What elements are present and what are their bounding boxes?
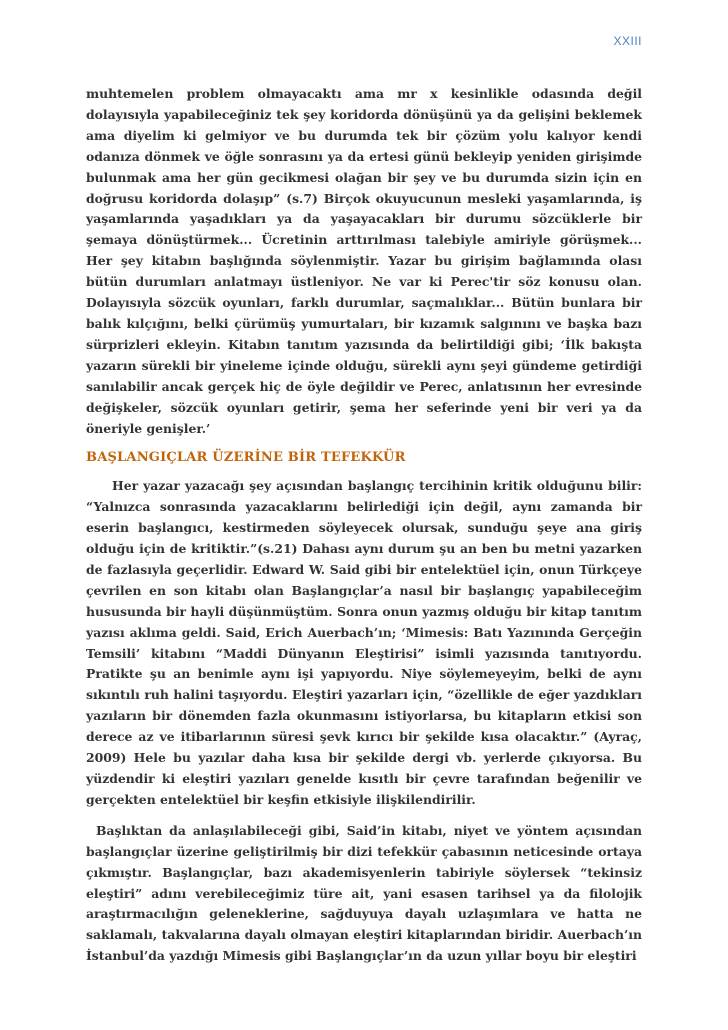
page-body: [86, 84, 642, 967]
paragraph-1: muhtemelen problem olmayacaktı ama mr x kesinlikle odasında değil dolayısıyla yapabileceğiniz tek şey koridorda dönüşünü ya da gelişini beklemek ama diyelim ki gelmiyor ve bu durumda tek bir çözüm yolu kalıyor kendi odanıza dönmek ve öğle sonrasını ya da ertesi günü bekleyip yeniden girişimde bulunmak ama her gün gecikmesi olağan bir şey ve bu durumda sizin için en doğrusu koridorda dolaşıp” (s.7) Birçok okuyucunun mesleki yaşamlarında, iş yaşamlarında yaşadıkları ya da yaşayacakları bir durumu sözcüklerle bir şemaya dönüştürmek... Ücretinin arttırılması talebiyle amiriyle görüşmek... Her şey kitabın başlığında söylenmiştir. Yazar bu girişim bağlamında olası bütün durumları anlatmayı üstleniyor. Ne var ki Perec'tir söz konusu olan. Dolayısıyla sözcük oyunları, farklı durumlar, saçmalıklar... Bütün bunlara bir balık kılçığını, belki çürümüş yumurtaları, bir kızamık salgınını ve başka bazı sürprizleri ekleyin. Kitabın tanıtım yazısında da belirtildiği gibi; ‘İlk bakışta yazarın sürekli bir yineleme içinde olduğu, sürekli aynı şeyi gündeme getirdiği sanılabilir ancak gerçek hiç de öyle değildir ve Perec, anlatısının her evresinde değişkeler, sözcük oyunları getirir, şema her seferinde yeni bir veri ya da öneriyle genişler.’: [86, 86, 642, 436]
paragraph-2: Her yazar yazacağı şey açısından başlangıç tercihinin kritik olduğunu bilir: “Yalnızca sonrasında yazacaklarını belirlediği için değil, aynı zamanda bir eserin başlangıcı, kestirmeden söyleyecek olursak, sunduğu şeye ana giriş olduğu için de kritiktir.”(s.21) Dahası aynı durum şu an ben bu metni yazarken de fazlasıyla geçerlidir. Edward W. Said gibi bir entelektüel için, onun Türkçeye çevrilen en son kitabı olan Başlangıçlar’a nasıl bir başlangıç yapabileceğim hususunda bir hayli düşünmüştüm. Sonra onun yazmış olduğu bir kitap tanıtım yazısı aklıma geldi. Said, Erich Auerbach’ın; ‘Mimesis: Batı Yazınında Gerçeğin Temsili’ kitabını “Maddi Dünyanın Eleştirisi” isimli yazısında tanıtıyordu. Pratikte şu an benimle aynı işi yapıyordu. Niye söylemeyeyim, belki de aynı sıkıntılı ruh halini taşıyordu. Eleştiri yazarları için, “özellikle de eğer yazdıkları yazıların bir dönemden fazla okunmasını istiyorlarsa, bu kitapların etkisi son derece az ve itibarlarının süresi şevk kırıcı bir şekilde kısa olacaktır.” (Ayraç, 2009) Hele bu yazılar daha kısa bir şekilde dergi vb. yerlerde çıkıyorsa. Bu yüzdendir ki eleştiri yazıları genelde kısıtlı bir çevre tarafından beğenilir ve gerçekten entelektüel bir keşfin etkisiyle ilişkilendirilir.: [86, 478, 642, 807]
paragraph-3: Başlıktan da anlaşılabileceği gibi, Said’in kitabı, niyet ve yöntem açısından başlangıçlar üzerine geliştirilmiş bir dizi tefekkür çabasının neticesinde ortaya çıkmıştır. Başlangıçlar, bazı akademisyenlerin tabiriyle söylersek “tekinsiz eleştiri” adını verebileceğimiz türe ait, yani esasen tarihsel ya da filolojik araştırmacılığın geleneklerine, sağduyuya dayalı uzlaşımlara ve hatta ne saklamalı, takvalarına dayalı olmayan eleştiri kitaplarından biridir. Auerbach’ın İstanbul’da yazdığı Mimesis gibi Başlangıçlar’ın da uzun yıllar boyu bir eleştiri: [86, 822, 642, 964]
page-number: XXIII: [613, 34, 642, 48]
section-heading: BAŞLANGIÇLAR ÜZERİNE BİR TEFEKKÜR: [86, 450, 406, 466]
